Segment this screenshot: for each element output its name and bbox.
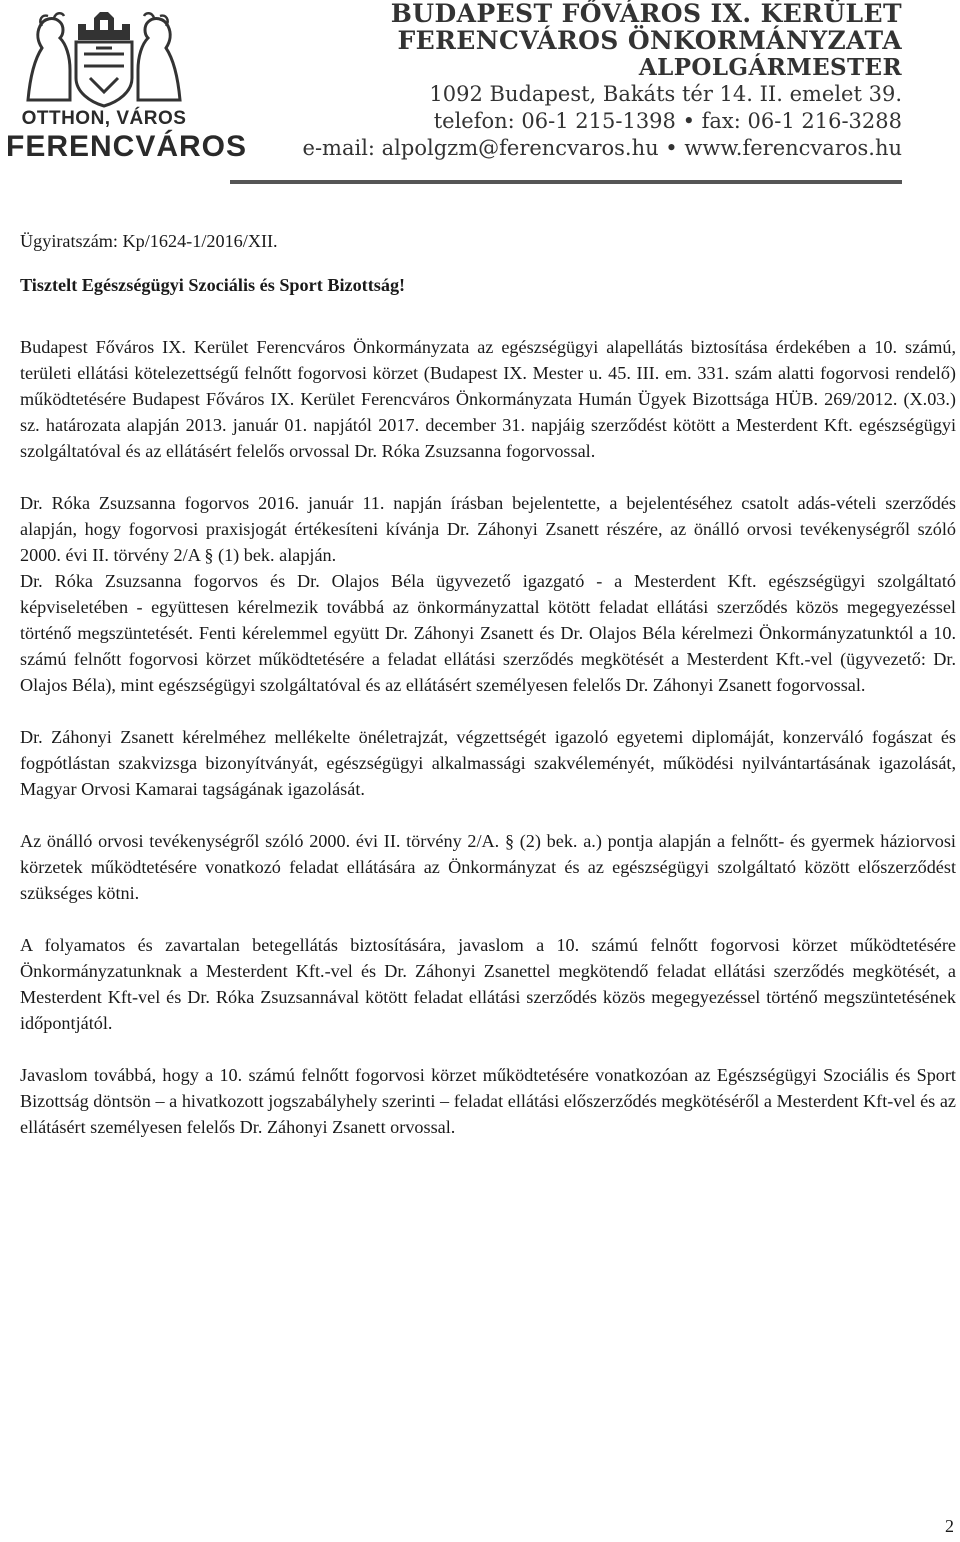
org-name-line-3: ALPOLGÁRMESTER [638,54,902,81]
org-phone-fax: telefon: 06-1 215-1398 • fax: 06-1 216-3288 [433,109,902,133]
org-name-line-2: FERENCVÁROS ÖNKORMÁNYZATA [397,26,902,55]
salutation: Tisztelt Egészségügyi Szociális és Sport Bizottság! [20,275,406,295]
document-body [20,228,956,1166]
logo-motto-top: OTTHON, VÁROS [21,108,187,129]
logo-motto-bottom: FERENCVÁROS [6,130,248,163]
paragraph-2: Dr. Róka Zsuzsanna fogorvos 2016. január 11. napján írásban bejelentette, a bejelentéséhez csatolt adás-vételi szerződés alapján, hogy fogorvosi praxisjogát értékesíteni kívánja Dr. Záhonyi Zsanett részére, az önálló orvosi tevékenységről szóló 2000. évi II. törvény 2/A § (1) bek. alapján. [20,493,956,565]
page-number: 2 [945,1516,954,1536]
coat-of-arms-icon [20,8,188,108]
case-number: Ügyiratszám: Kp/1624-1/2016/XII. [20,231,278,251]
paragraph-3: Dr. Róka Zsuzsanna fogorvos és Dr. Olajos Béla ügyvezető igazgató - a Mesterdent Kft. egészségügyi szolgáltató képviseletében - együttesen kérelmezik továbbá az önkormányzattal kötött feladat ellátási szerződés közös megegyezéssel történő megszüntetését. Fenti kérelemmel együtt Dr. Záhonyi Zsanett és Dr. Olajos Béla kérelmezi Önkormányzatunktól a 10. számú felnőtt fogorvosi körzet működtetésére a feladat ellátási szerződés megkötését a Mesterdent Kft.-vel (ügyvezető: Dr. Olajos Béla), mint egészségügyi szolgáltatóval és az ellátásért személyesen felelős Dr. Záhonyi Zsanett fogorvossal. [20,571,956,695]
ferencvaros-logo [6,8,248,168]
paragraph-4: Dr. Záhonyi Zsanett kérelméhez mellékelte önéletrajzát, végzettségét igazoló egyetemi diplomáját, konzerváló fogászat és fogpótlástan szakvizsga bizonyítványát, egészségügyi alkalmassági szakvéleményét, működési nyilvántartásának igazolását, Magyar Orvosi Kamarai tagságának igazolását. [20,727,956,799]
paragraph-6: A folyamatos és zavartalan betegellátás biztosítására, javaslom a 10. számú felnőtt fogorvosi körzet működtetésére Önkormányzatunknak a Mesterdent Kft.-vel és Dr. Záhonyi Zsanettel megkötendő feladat ellátási szerződés megkötését, a Mesterdent Kft-vel és Dr. Róka Zsuzsannával kötött feladat ellátási szerződés közös megegyezéssel történő megszüntetésének időpontjától. [20,935,956,1033]
organization-block [303,0,902,162]
org-name-line-1: BUDAPEST FŐVÁROS IX. KERÜLET [390,0,902,28]
paragraph-5: Az önálló orvosi tevékenységről szóló 2000. évi II. törvény 2/A. § (2) bek. a.) pontja alapján a felnőtt- és gyermek háziorvosi körzetek működtetésére vonatkozó feladat ellátására az Önkormányzat és az egészségügyi szolgáltató között előszerződést szükséges kötni. [20,831,956,903]
org-address: 1092 Budapest, Bakáts tér 14. II. emelet 39. [429,82,902,106]
letterhead [0,0,960,190]
org-email-web: e-mail: alpolgzm@ferencvaros.hu • www.ferencvaros.hu [302,136,902,160]
paragraph-7: Javaslom továbbá, hogy a 10. számú felnőtt fogorvosi körzet működtetésére vonatkozóan az Egészségügyi Szociális és Sport Bizottság döntsön – a hivatkozott jogszabályhely szerinti – feladat ellátási előszerződés megkötéséről a Mesterdent Kft-vel és az ellátásért személyesen felelős Dr. Záhonyi Zsanett orvossal. [20,1065,956,1137]
paragraph-1: Budapest Főváros IX. Kerület Ferencváros Önkormányzata az egészségügyi alapellátás biztosítása érdekében a 10. számú, területi ellátási kötelezettségű felnőtt fogorvosi körzet (Budapest IX. Mester u. 45. III. em. 331. szám alatti fogorvosi rendelő) működtetésére Budapest Főváros IX. Kerület Ferencváros Önkormányzata Humán Ügyek Bizottsága HÜB. 269/2012. (X.03.) sz. határozata alapján 2013. január 01. napjától 2017. december 31. napjáig szerződést kötött a Mesterdent Kft. egészségügyi szolgáltatóval és az ellátásért felelős orvossal Dr. Róka Zsuzsanna fogorvossal. [20,337,956,461]
header-divider [230,180,902,184]
